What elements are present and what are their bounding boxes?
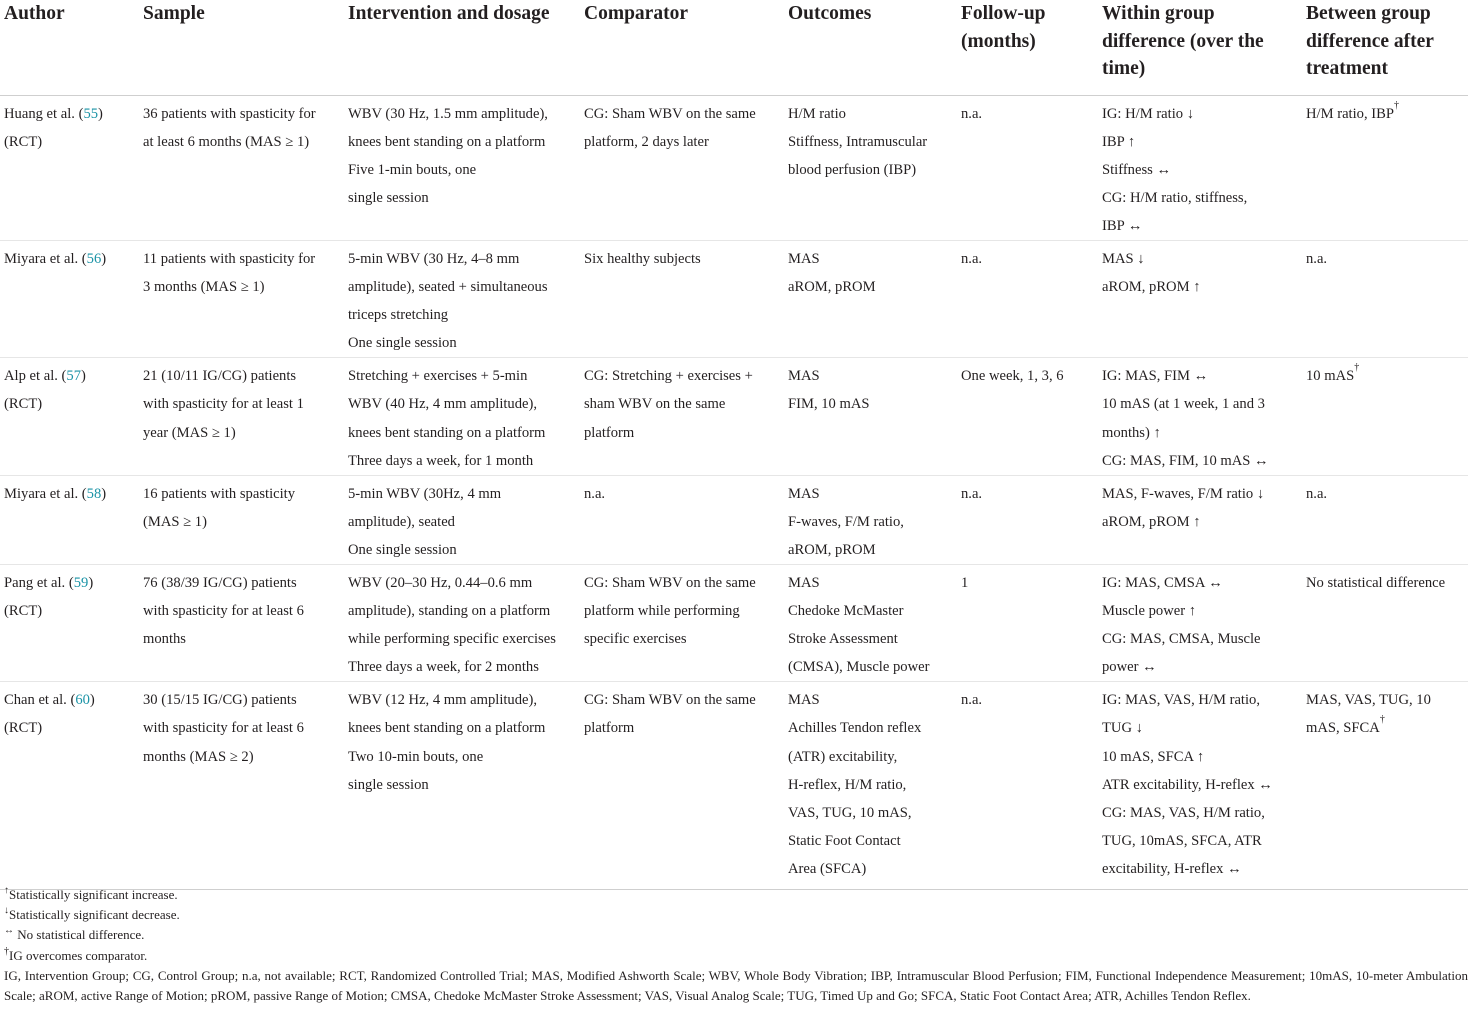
cell-line: 5-min WBV (30Hz, 4 mm bbox=[348, 485, 502, 502]
cell-line: One week, 1, 3, 6 bbox=[961, 368, 1064, 385]
cell-text: mAS, SFCA bbox=[1306, 720, 1380, 737]
cell-line: n.a. bbox=[961, 485, 983, 502]
cell-text: 10 mAS bbox=[1306, 368, 1355, 385]
cell-line: Stiffness, Intramuscular bbox=[788, 133, 928, 150]
cell-line: No statistical difference bbox=[1306, 575, 1446, 591]
col-header-outcomes bbox=[784, 0, 957, 95]
footnote-text: Statistically significant decrease. bbox=[9, 907, 180, 923]
cell-line: Three days a week, for 2 months bbox=[348, 659, 539, 676]
footnote bbox=[4, 885, 1468, 905]
cell-line: FIM, 10 mAS bbox=[788, 396, 870, 413]
cell-comparator bbox=[580, 565, 784, 682]
header-line: Outcomes bbox=[788, 3, 872, 24]
header-line: Between group bbox=[1306, 3, 1431, 24]
cell-line: excitability, H-reflex ↔ bbox=[1102, 860, 1242, 877]
cell-line: months (MAS ≥ 2) bbox=[143, 748, 254, 765]
cell-line: amplitude), seated + simultaneous bbox=[348, 279, 548, 296]
table-row bbox=[0, 682, 1468, 890]
cell-intervention bbox=[344, 682, 580, 890]
header-line: time) bbox=[1102, 58, 1146, 79]
reference-link[interactable]: 59 bbox=[73, 575, 89, 591]
cell-line: MAS bbox=[788, 575, 820, 591]
table-row bbox=[0, 358, 1468, 475]
reference-link[interactable]: 55 bbox=[83, 105, 99, 122]
footnote-symbol: † bbox=[4, 945, 9, 957]
cell-between-group bbox=[1302, 358, 1468, 475]
cell-line: H-reflex, H/M ratio, bbox=[788, 776, 907, 793]
cell-line: months) ↑ bbox=[1102, 424, 1161, 441]
cell-line: IG: MAS, CMSA ↔ bbox=[1102, 575, 1223, 591]
cell-line: knees bent standing on a platform bbox=[348, 133, 546, 150]
cell-line: MAS, VAS, TUG, 10 bbox=[1306, 692, 1431, 709]
cell-line bbox=[4, 100, 133, 128]
cell-outcomes bbox=[784, 565, 957, 682]
footnote-symbol: ↔ bbox=[4, 925, 14, 937]
cell-line: n.a. bbox=[961, 692, 983, 709]
table-body bbox=[0, 95, 1468, 890]
cell-outcomes bbox=[784, 475, 957, 564]
cell-text: Chan et al. ( bbox=[4, 692, 76, 709]
cell-text: H/M ratio, IBP bbox=[1306, 105, 1394, 122]
cell-line: CG: Sham WBV on the same bbox=[584, 692, 756, 709]
cell-text: ) bbox=[89, 692, 95, 709]
cell-line: with spasticity for at least 1 bbox=[143, 396, 304, 413]
cell-line: knees bent standing on a platform bbox=[348, 720, 546, 737]
table-row bbox=[0, 475, 1468, 564]
dagger-mark: † bbox=[1354, 362, 1360, 374]
cell-line: IBP ↔ bbox=[1102, 217, 1143, 234]
cell-line: single session bbox=[348, 776, 429, 793]
cell-line: MAS, F-waves, F/M ratio ↓ bbox=[1102, 485, 1265, 502]
cell-between-group bbox=[1302, 682, 1468, 890]
cell-line: IG: H/M ratio ↓ bbox=[1102, 105, 1195, 122]
cell-line: n.a. bbox=[961, 250, 983, 267]
cell-line: CG: H/M ratio, stiffness, bbox=[1102, 189, 1248, 206]
cell-line: (MAS ≥ 1) bbox=[143, 513, 207, 530]
cell-sample bbox=[139, 240, 344, 357]
col-header-sample bbox=[139, 0, 344, 95]
cell-outcomes bbox=[784, 240, 957, 357]
cell-line: MAS ↓ bbox=[1102, 250, 1145, 267]
cell-between-group bbox=[1302, 95, 1468, 240]
cell-text: ) bbox=[88, 575, 94, 591]
header-line: Within group bbox=[1102, 3, 1215, 24]
col-header-author bbox=[0, 0, 139, 95]
cell-comparator bbox=[580, 95, 784, 240]
footnote bbox=[4, 946, 1468, 966]
cell-line: power ↔ bbox=[1102, 659, 1157, 676]
cell-follow-up bbox=[957, 95, 1098, 240]
cell-author bbox=[0, 358, 139, 475]
footnote-text: Statistically significant increase. bbox=[9, 887, 178, 902]
cell-line: platform bbox=[584, 720, 635, 737]
cell-sample bbox=[139, 682, 344, 890]
cell-line: amplitude), standing on a platform bbox=[348, 603, 551, 620]
cell-line: aROM, pROM ↑ bbox=[1102, 279, 1201, 296]
cell-intervention bbox=[344, 358, 580, 475]
cell-line: IG: MAS, FIM ↔ bbox=[1102, 368, 1209, 385]
cell-line: n.a. bbox=[1306, 485, 1328, 502]
cell-text: ) bbox=[98, 105, 103, 122]
cell-line: CG: MAS, FIM, 10 mAS ↔ bbox=[1102, 452, 1269, 469]
cell-line: CG: MAS, CMSA, Muscle bbox=[1102, 631, 1261, 648]
cell-line bbox=[1306, 362, 1462, 390]
cell-line: sham WBV on the same bbox=[584, 396, 726, 413]
cell-line: Three days a week, for 1 month bbox=[348, 452, 534, 469]
table-row bbox=[0, 95, 1468, 240]
cell-line: 1 bbox=[961, 575, 969, 591]
cell-line: CG: Sham WBV on the same bbox=[584, 105, 756, 122]
cell-line: blood perfusion (IBP) bbox=[788, 161, 917, 178]
cell-text: Miyara et al. ( bbox=[4, 485, 87, 502]
header-line: treatment bbox=[1306, 58, 1388, 79]
cell-within-group bbox=[1098, 565, 1302, 682]
cell-intervention bbox=[344, 95, 580, 240]
cell-line: n.a. bbox=[1306, 250, 1328, 267]
cell-text: Miyara et al. ( bbox=[4, 250, 87, 267]
header-line: Intervention and dosage bbox=[348, 3, 550, 24]
cell-line: (RCT) bbox=[4, 133, 43, 150]
col-header-between-group bbox=[1302, 0, 1468, 95]
cell-intervention bbox=[344, 565, 580, 682]
cell-line: n.a. bbox=[584, 485, 606, 502]
cell-line: ATR excitability, H-reflex ↔ bbox=[1102, 776, 1273, 793]
footnote-text: IG overcomes comparator. bbox=[9, 947, 148, 963]
cell-line: n.a. bbox=[961, 105, 983, 122]
header-row bbox=[0, 0, 1468, 95]
cell-line: 30 (15/15 IG/CG) patients bbox=[143, 692, 297, 709]
cell-line: single session bbox=[348, 189, 429, 206]
cell-within-group bbox=[1098, 95, 1302, 240]
cell-sample bbox=[139, 565, 344, 682]
cell-line: Six healthy subjects bbox=[584, 250, 701, 267]
cell-text: ) bbox=[101, 485, 107, 502]
cell-line: VAS, TUG, 10 mAS, bbox=[788, 804, 912, 821]
cell-line: 76 (38/39 IG/CG) patients bbox=[143, 575, 297, 591]
cell-line: MAS bbox=[788, 368, 820, 385]
footnote-text: No statistical difference. bbox=[14, 927, 145, 943]
cell-line: knees bent standing on a platform bbox=[348, 424, 546, 441]
cell-line: amplitude), seated bbox=[348, 513, 455, 530]
cell-comparator bbox=[580, 682, 784, 890]
cell-line bbox=[1306, 100, 1462, 128]
cell-line: months bbox=[143, 631, 186, 648]
cell-line: MAS bbox=[788, 485, 820, 502]
cell-line: WBV (12 Hz, 4 mm amplitude), bbox=[348, 692, 538, 709]
cell-line: (RCT) bbox=[4, 396, 43, 413]
cell-outcomes bbox=[784, 95, 957, 240]
cell-line: MAS bbox=[788, 692, 820, 709]
cell-text: ) bbox=[81, 368, 86, 385]
header-line: Author bbox=[4, 3, 65, 24]
cell-line: at least 6 months (MAS ≥ 1) bbox=[143, 133, 310, 150]
cell-line: IBP ↑ bbox=[1102, 133, 1136, 150]
cell-within-group bbox=[1098, 240, 1302, 357]
cell-comparator bbox=[580, 475, 784, 564]
cell-line: 3 months (MAS ≥ 1) bbox=[143, 279, 265, 296]
cell-line: Stretching + exercises + 5-min bbox=[348, 368, 528, 385]
reference-link[interactable]: 60 bbox=[75, 692, 90, 709]
cell-line: with spasticity for at least 6 bbox=[143, 603, 304, 620]
cell-line: 36 patients with spasticity for bbox=[143, 105, 316, 122]
cell-line: MAS bbox=[788, 250, 820, 267]
cell-text: ) bbox=[101, 250, 107, 267]
cell-line: (ATR) excitability, bbox=[788, 748, 898, 765]
cell-author bbox=[0, 95, 139, 240]
cell-line: CG: Sham WBV on the same bbox=[584, 575, 756, 591]
col-header-intervention bbox=[344, 0, 580, 95]
cell-line: 5-min WBV (30 Hz, 4–8 mm bbox=[348, 250, 520, 267]
cell-follow-up bbox=[957, 682, 1098, 890]
cell-between-group bbox=[1302, 565, 1468, 682]
cell-line bbox=[4, 569, 133, 597]
reference-link[interactable]: 56 bbox=[86, 250, 102, 267]
cell-author bbox=[0, 565, 139, 682]
cell-line: WBV (20–30 Hz, 0.44–0.6 mm bbox=[348, 575, 533, 591]
cell-line: triceps stretching bbox=[348, 307, 449, 324]
cell-within-group bbox=[1098, 475, 1302, 564]
header-line: difference after bbox=[1306, 30, 1434, 52]
cell-line: H/M ratio bbox=[788, 105, 846, 122]
cell-line bbox=[4, 245, 133, 273]
cell-comparator bbox=[580, 358, 784, 475]
cell-line: IG: MAS, VAS, H/M ratio, bbox=[1102, 692, 1260, 709]
cell-line: Five 1-min bouts, one bbox=[348, 161, 477, 178]
cell-line: F-waves, F/M ratio, bbox=[788, 513, 904, 530]
cell-line: aROM, pROM bbox=[788, 541, 876, 558]
cell-line: Chedoke McMaster bbox=[788, 603, 904, 620]
cell-line: (RCT) bbox=[4, 603, 43, 620]
cell-line bbox=[1306, 714, 1462, 742]
cell-within-group bbox=[1098, 358, 1302, 475]
cell-sample bbox=[139, 95, 344, 240]
dagger-mark: † bbox=[1379, 714, 1385, 726]
cell-author bbox=[0, 475, 139, 564]
cell-between-group bbox=[1302, 240, 1468, 357]
footnote bbox=[4, 925, 1468, 945]
footnote-symbol: ↓ bbox=[4, 905, 9, 917]
table-row bbox=[0, 240, 1468, 357]
col-header-within-group bbox=[1098, 0, 1302, 95]
cell-between-group bbox=[1302, 475, 1468, 564]
cell-line: 10 mAS (at 1 week, 1 and 3 bbox=[1102, 396, 1265, 413]
cell-line: Area (SFCA) bbox=[788, 860, 867, 877]
cell-line: Stroke Assessment bbox=[788, 631, 898, 648]
cell-intervention bbox=[344, 240, 580, 357]
cell-follow-up bbox=[957, 475, 1098, 564]
cell-line: platform while performing bbox=[584, 603, 740, 620]
cell-line: (RCT) bbox=[4, 720, 43, 737]
cell-line: platform bbox=[584, 424, 635, 441]
cell-outcomes bbox=[784, 358, 957, 475]
cell-line: CG: MAS, VAS, H/M ratio, bbox=[1102, 804, 1265, 821]
header-line: Comparator bbox=[584, 3, 688, 24]
footnote-list bbox=[4, 885, 1468, 966]
cell-line: WBV (40 Hz, 4 mm amplitude), bbox=[348, 396, 538, 413]
dagger-mark: † bbox=[1393, 99, 1399, 111]
cell-line: year (MAS ≥ 1) bbox=[143, 424, 236, 441]
footnote-symbol: ↑ bbox=[4, 885, 9, 896]
reference-link[interactable]: 57 bbox=[66, 368, 82, 385]
cell-follow-up bbox=[957, 565, 1098, 682]
cell-line: Achilles Tendon reflex bbox=[788, 720, 922, 737]
header-line: difference (over the bbox=[1102, 30, 1264, 52]
col-header-comparator bbox=[580, 0, 784, 95]
cell-intervention bbox=[344, 475, 580, 564]
cell-line: aROM, pROM bbox=[788, 279, 876, 296]
cell-author bbox=[0, 682, 139, 890]
cell-follow-up bbox=[957, 358, 1098, 475]
cell-line bbox=[4, 686, 133, 714]
cell-line: WBV (30 Hz, 1.5 mm amplitude), bbox=[348, 105, 548, 122]
cell-sample bbox=[139, 358, 344, 475]
col-header-follow-up bbox=[957, 0, 1098, 95]
cell-outcomes bbox=[784, 682, 957, 890]
cell-line bbox=[4, 480, 133, 508]
table-row bbox=[0, 565, 1468, 682]
cell-line: One single session bbox=[348, 335, 457, 352]
table-footnotes bbox=[4, 885, 1468, 1006]
cell-text: Pang et al. ( bbox=[4, 575, 74, 591]
header-line: (months) bbox=[961, 30, 1036, 52]
header-line: Follow-up bbox=[961, 3, 1046, 24]
cell-line: 21 (10/11 IG/CG) patients bbox=[143, 368, 297, 385]
cell-line: TUG, 10mAS, SFCA, ATR bbox=[1102, 832, 1262, 849]
cell-within-group bbox=[1098, 682, 1302, 890]
abbreviations-note: IG, Intervention Group; CG, Control Group; n.a, not available; RCT, Randomized Controlled Trial; MAS, Modified Ashworth Scale; WBV, Whole Body Vibration; IBP, Intramuscular Blood Perfusion; FIM, Functional Independence Measurement; 10mAS, 10-meter Ambulation Scale; aROM, active Range of Motion; pROM, passive Range of Motion; CMSA, Chedoke McMaster Stroke Assessment; VAS, Visual Analog Scale; TUG, Timed Up and Go; SFCA, Static Foot Contact Area; ATR, Achilles Tendon Reflex. bbox=[4, 967, 1468, 1004]
cell-line: Muscle power ↑ bbox=[1102, 603, 1197, 620]
cell-line: aROM, pROM ↑ bbox=[1102, 513, 1201, 530]
cell-text: Alp et al. ( bbox=[4, 368, 67, 385]
cell-line: 16 patients with spasticity bbox=[143, 485, 296, 502]
cell-line bbox=[4, 362, 133, 390]
footnote bbox=[4, 905, 1468, 925]
cell-text: Huang et al. ( bbox=[4, 105, 84, 122]
cell-line: platform, 2 days later bbox=[584, 133, 709, 150]
cell-line: (CMSA), Muscle power bbox=[788, 659, 930, 676]
cell-sample bbox=[139, 475, 344, 564]
cell-line: Static Foot Contact bbox=[788, 832, 901, 849]
cell-author bbox=[0, 240, 139, 357]
reference-link[interactable]: 58 bbox=[86, 485, 102, 502]
cell-line: specific exercises bbox=[584, 631, 687, 648]
cell-line: 11 patients with spasticity for bbox=[143, 250, 316, 267]
cell-follow-up bbox=[957, 240, 1098, 357]
cell-line: Stiffness ↔ bbox=[1102, 161, 1172, 178]
cell-line: with spasticity for at least 6 bbox=[143, 720, 304, 737]
cell-line: 10 mAS, SFCA ↑ bbox=[1102, 748, 1205, 765]
cell-line: TUG ↓ bbox=[1102, 720, 1143, 737]
cell-line: One single session bbox=[348, 541, 457, 558]
header-line: Sample bbox=[143, 3, 205, 24]
cell-comparator bbox=[580, 240, 784, 357]
cell-line: Two 10-min bouts, one bbox=[348, 748, 484, 765]
cell-line: CG: Stretching + exercises + bbox=[584, 368, 753, 385]
cell-line: while performing specific exercises bbox=[348, 631, 556, 648]
